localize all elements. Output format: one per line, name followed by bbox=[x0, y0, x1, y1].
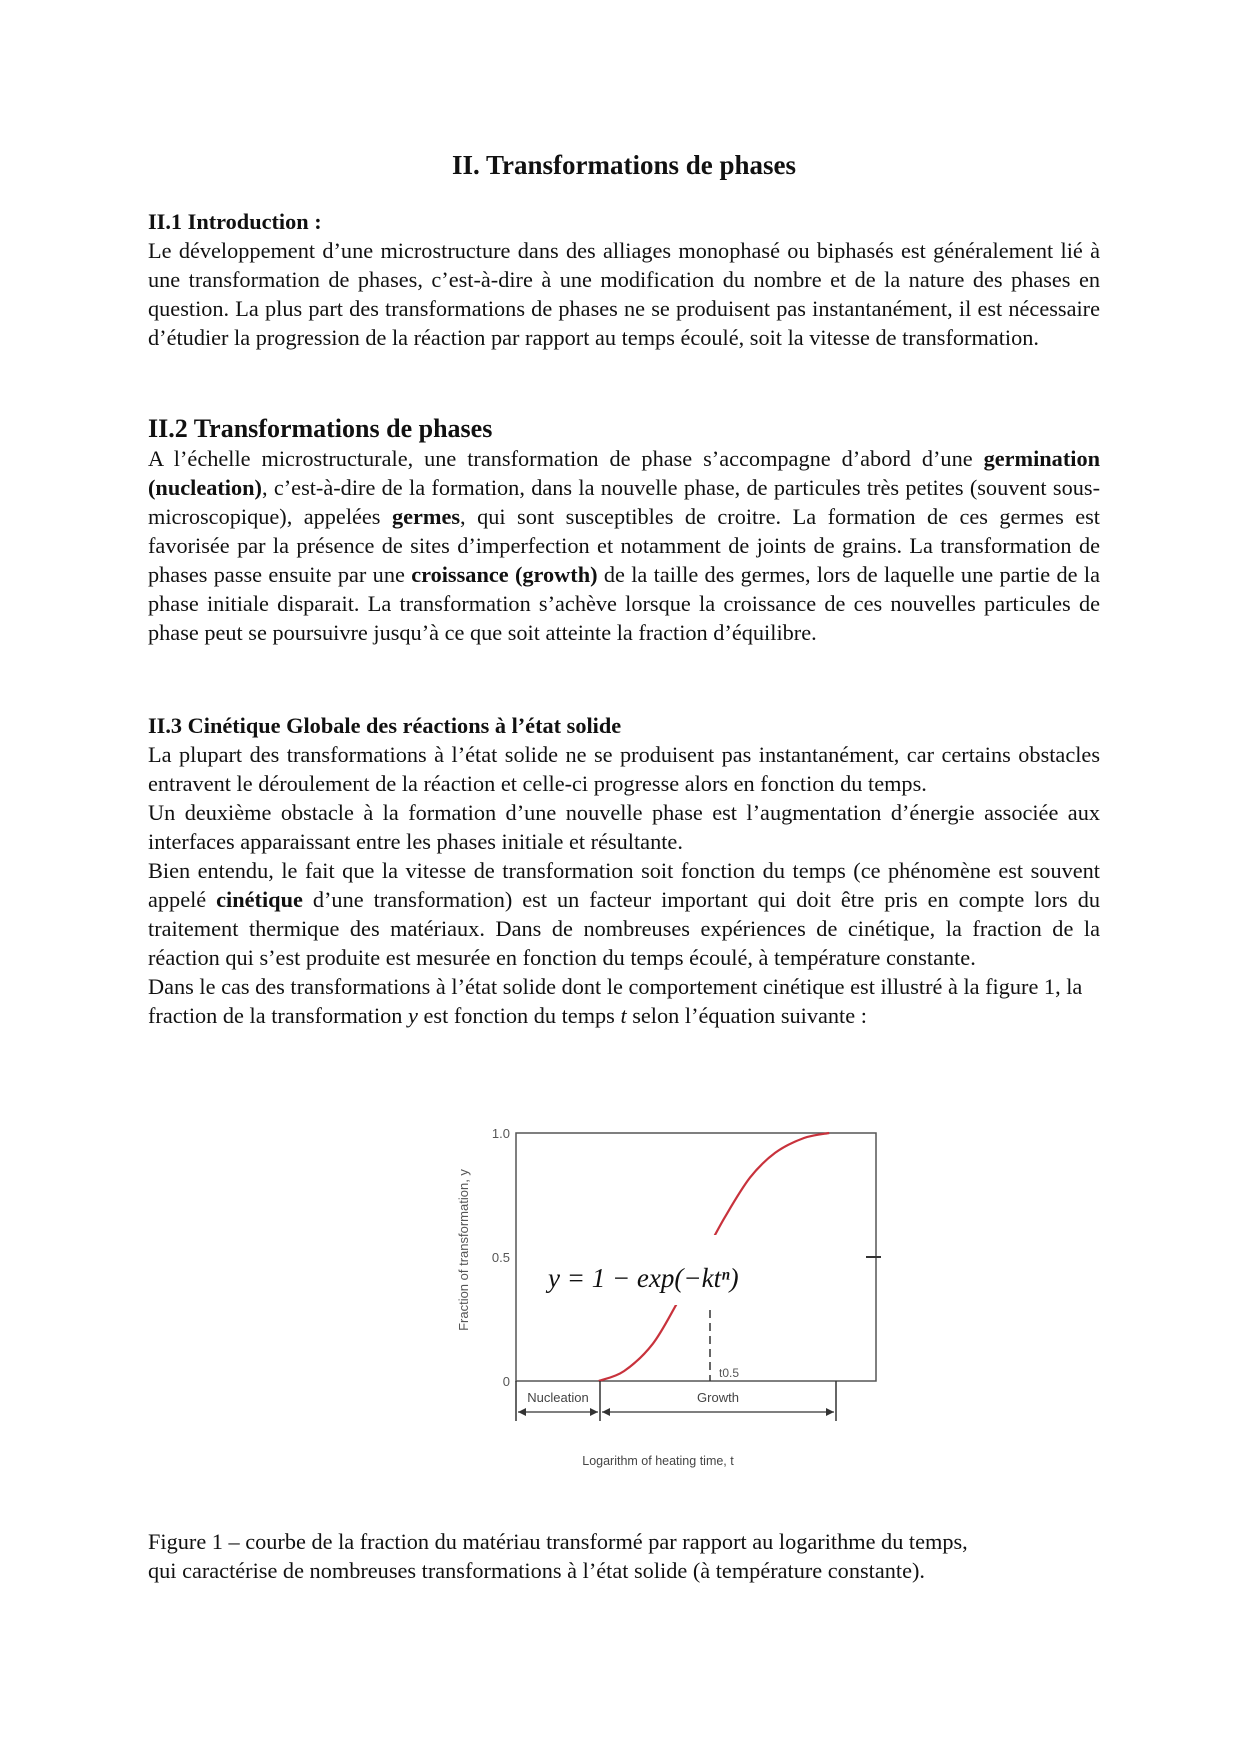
text-run: Dans le cas des transformations à l’état solide dont le comportement cinétique est illustré à la figure 1, la fraction de la transformation bbox=[148, 974, 1083, 1028]
page-title: II. Transformations de phases bbox=[451, 150, 797, 180]
growth-label: Growth bbox=[697, 1390, 739, 1405]
bold-term: germes bbox=[391, 504, 461, 529]
text-run: A l’échelle microstructurale, une transformation de phase s’accompagne d’abord d’une bbox=[148, 446, 984, 471]
y-axis-label: Fraction of transformation, y bbox=[456, 1169, 471, 1331]
figure-1 bbox=[298, 1115, 948, 1505]
section-introduction bbox=[148, 207, 1100, 352]
text-run: Bien entendu, le fait que la vitesse de transformation soit fonction du temps (ce phénomène est souvent appelé bbox=[148, 858, 1100, 912]
arrow-head bbox=[518, 1408, 526, 1416]
text-run: selon l’équation suivante : bbox=[626, 1003, 867, 1028]
bold-term: germination (nucleation) bbox=[148, 446, 1100, 500]
paragraph: La plupart des transformations à l’état solide ne se produisent pas instantanément, car certains obstacles entravent le déroulement de la réaction et celle-ci progresse alors en fonction du temps. bbox=[148, 742, 1100, 796]
paragraph bbox=[148, 972, 1100, 1030]
nucleation-label: Nucleation bbox=[527, 1390, 589, 1405]
section-transformations bbox=[148, 413, 1100, 647]
equation: y = 1 − exp(−ktⁿ) bbox=[548, 1263, 739, 1293]
section-heading: II.2 Transformations de phases bbox=[148, 414, 493, 443]
caption-line: qui caractérise de nombreuses transformations à l’état solide (à température constante). bbox=[148, 1558, 925, 1583]
arrow-head bbox=[826, 1408, 834, 1416]
y-tick-label: 0.5 bbox=[491, 1250, 510, 1265]
y-tick-label: 1.0 bbox=[491, 1126, 510, 1141]
text-run: est fonction du temps bbox=[417, 1003, 621, 1028]
arrow-head bbox=[602, 1408, 610, 1416]
arrow-head bbox=[590, 1408, 598, 1416]
paragraph: Le développement d’une microstructure dans des alliages monophasé ou biphasés est généralement lié à une transformation de phases, c’est-à-dire à une modification du nombre et de la nature des phases en question. La plus part des transformations de phases ne se produisent pas instantanément, il est nécessaire d’étudier la progression de la réaction par rapport au temps écoulé, soit la vitesse de transformation. bbox=[148, 238, 1100, 350]
text-run: , c’est-à-dire de la formation, dans la nouvelle phase, de particules très petites (souvent sous-microscopique), appelées bbox=[148, 475, 1100, 529]
x-axis-label: Logarithm of heating time, t bbox=[582, 1454, 734, 1468]
text-run: , qui sont susceptibles de croitre. La formation de ces germes est favorisée par la présence de sites d’imperfection et notamment de joints de grains. La transformation de phases passe ensuite par une bbox=[148, 504, 1101, 587]
italic-var: y bbox=[408, 1003, 418, 1028]
t05-label: t0.5 bbox=[719, 1366, 740, 1380]
paragraph bbox=[148, 856, 1100, 972]
paragraph bbox=[148, 444, 1100, 647]
section-kinetics bbox=[148, 711, 1100, 1030]
text-run: d’une transformation) est un facteur important qui doit être pris en compte lors du traitement thermique des matériaux. Dans de nombreuses expériences de cinétique, la fraction de la réaction qui s’est produite est mesurée en fonction du temps écoulé, à température constante. bbox=[148, 887, 1100, 970]
caption-line: Figure 1 – courbe de la fraction du matériau transformé par rapport au logarithme du temps, bbox=[148, 1529, 968, 1554]
paragraph: Un deuxième obstacle à la formation d’une nouvelle phase est l’augmentation d’énergie associée aux interfaces apparaissant entre les phases initiale et résultante. bbox=[148, 800, 1100, 854]
section-heading: II.3 Cinétique Globale des réactions à l’état solide bbox=[148, 713, 622, 738]
bold-term: cinétique bbox=[216, 887, 303, 912]
y-tick-label: 0 bbox=[502, 1374, 510, 1389]
figure-caption bbox=[148, 1527, 1100, 1585]
text-run: de la taille des germes, lors de laquelle une partie de la phase initiale disparait. La transformation s’achève lorsque la croissance de ces nouvelles particules de phase peut se poursuivre jusqu’à ce que soit atteinte la fraction d’équilibre. bbox=[148, 562, 1100, 645]
italic-var: t bbox=[620, 1003, 627, 1028]
transformation-chart bbox=[298, 1115, 948, 1505]
bold-term: croissance (growth) bbox=[411, 562, 598, 587]
section-heading: II.1 Introduction : bbox=[148, 209, 322, 234]
